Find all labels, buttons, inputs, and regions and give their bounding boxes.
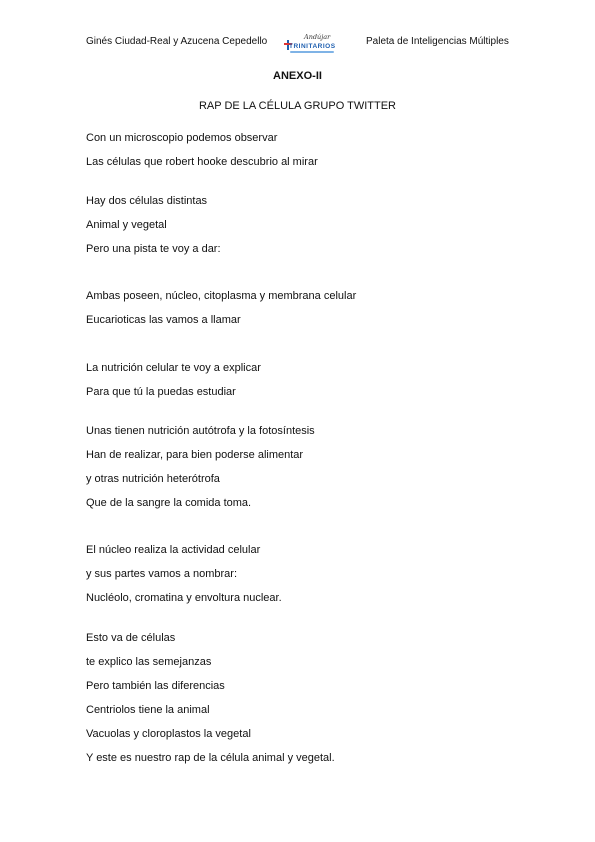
verse-line: Con un microscopio podemos observar	[86, 132, 278, 144]
verse-line: Y este es nuestro rap de la célula animal y vegetal.	[86, 752, 335, 764]
logo-underline	[290, 51, 334, 53]
verse-line: El núcleo realiza la actividad celular	[86, 544, 261, 556]
verse-line: y otras nutrición heterótrofa	[86, 473, 220, 485]
verse-line: Pero una pista te voy a dar:	[86, 243, 221, 255]
verse-line: Animal y vegetal	[86, 219, 167, 231]
verse-line: Para que tú la puedas estudiar	[86, 386, 236, 398]
verse-line: y sus partes vamos a nombrar:	[86, 568, 238, 580]
verse-line: Han de realizar, para bien poderse alimentar	[86, 449, 304, 461]
verse-line: Vacuolas y cloroplastos la vegetal	[86, 728, 251, 740]
verse-line: Centriolos tiene la animal	[86, 704, 210, 716]
header-doc-title: Paleta de Inteligencias Múltiples	[366, 36, 509, 47]
page-title: ANEXO-II	[273, 70, 322, 82]
verse-line: Pero también las diferencias	[86, 680, 225, 692]
page-header	[0, 33, 595, 66]
verse-line: te explico las semejanzas	[86, 656, 212, 668]
school-logo	[284, 33, 340, 59]
verse-line: Esto va de células	[86, 632, 176, 644]
logo-brand-text: TRINITARIOS	[289, 43, 336, 50]
verse-line: Nucléolo, cromatina y envoltura nuclear.	[86, 592, 282, 604]
logo-top-text: Andújar	[304, 33, 331, 41]
verse-line: Ambas poseen, núcleo, citoplasma y membrana celular	[86, 290, 357, 302]
verse-line: Las células que robert hooke descubrio al mirar	[86, 156, 318, 168]
verse-line: La nutrición celular te voy a explicar	[86, 362, 261, 374]
header-authors: Ginés Ciudad-Real y Azucena Cepedello	[86, 36, 268, 47]
page-subtitle: RAP DE LA CÉLULA GRUPO TWITTER	[198, 100, 397, 112]
verse-line: Unas tienen nutrición autótrofa y la fotosíntesis	[86, 425, 315, 437]
verse-line: Que de la sangre la comida toma.	[86, 497, 252, 509]
verse-line: Eucarioticas las vamos a llamar	[86, 314, 241, 326]
verse-line: Hay dos células distintas	[86, 195, 208, 207]
